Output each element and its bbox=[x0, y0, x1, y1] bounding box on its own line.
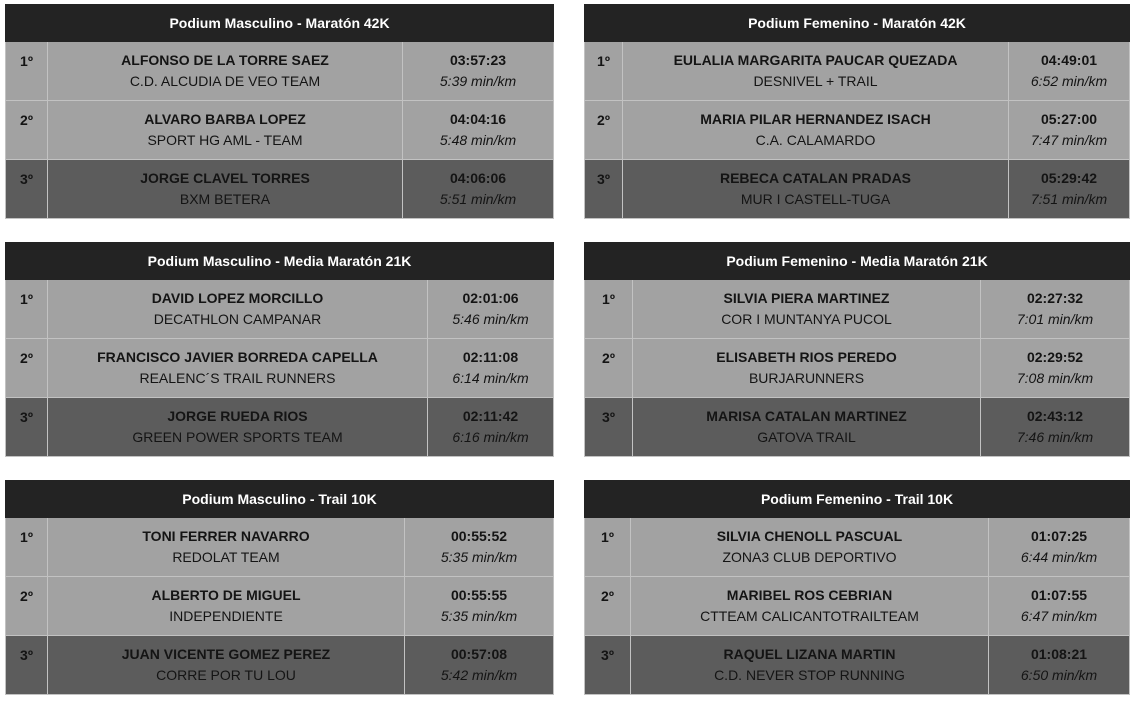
athlete-cell bbox=[631, 518, 989, 577]
pace: 5:48 min/km bbox=[439, 132, 517, 148]
finish-time: 02:11:08 bbox=[462, 349, 519, 365]
pace: 6:14 min/km bbox=[452, 370, 529, 386]
athlete-name: MARIA PILAR HERNANDEZ ISACH bbox=[700, 111, 931, 127]
table-title: Podium Femenino - Trail 10K bbox=[585, 481, 1130, 518]
place-cell: 2º bbox=[585, 339, 633, 398]
athlete-cell bbox=[48, 577, 405, 636]
finish-time: 00:57:08 bbox=[450, 646, 508, 662]
finish-time: 04:49:01 bbox=[1040, 52, 1098, 68]
finish-time: 02:43:12 bbox=[1026, 408, 1084, 424]
athlete-name: MARIBEL ROS CEBRIAN bbox=[726, 587, 893, 603]
athlete-cell bbox=[48, 280, 428, 339]
club-name: ZONA3 CLUB DEPORTIVO bbox=[722, 549, 897, 565]
place-cell: 1º bbox=[6, 42, 48, 101]
place-cell: 1º bbox=[6, 280, 48, 339]
club-name: CORRE POR TU LOU bbox=[156, 667, 296, 683]
table-row bbox=[585, 280, 1130, 339]
table-row bbox=[585, 101, 1130, 160]
athlete-cell bbox=[48, 101, 403, 160]
club-name: MUR I CASTELL-TUGA bbox=[740, 191, 891, 207]
result-cell bbox=[1009, 42, 1130, 101]
place-cell: 3º bbox=[585, 160, 623, 219]
result-cell bbox=[403, 42, 554, 101]
athlete-cell bbox=[48, 42, 403, 101]
athlete-cell bbox=[623, 101, 1009, 160]
podium-table-masculino-media-maraton-21k bbox=[5, 242, 554, 457]
finish-time: 02:11:42 bbox=[462, 408, 519, 424]
podium-table-masculino-trail-10k bbox=[5, 480, 554, 695]
finish-time: 05:29:42 bbox=[1040, 170, 1098, 186]
place-cell: 2º bbox=[6, 101, 48, 160]
place-cell: 2º bbox=[585, 101, 623, 160]
place-cell: 1º bbox=[585, 42, 623, 101]
athlete-name: ALVARO BARBA LOPEZ bbox=[144, 111, 306, 127]
pace: 5:35 min/km bbox=[440, 608, 518, 624]
athlete-name: TONI FERRER NAVARRO bbox=[142, 528, 310, 544]
club-name: C.D. NEVER STOP RUNNING bbox=[714, 667, 905, 683]
table-row bbox=[585, 518, 1130, 577]
table-row bbox=[585, 339, 1130, 398]
pace: 6:52 min/km bbox=[1030, 73, 1108, 89]
podium-table-femenino-maraton-42k bbox=[584, 4, 1130, 219]
result-cell bbox=[1009, 101, 1130, 160]
club-name: COR I MUNTANYA PUCOL bbox=[721, 311, 892, 327]
pace: 6:44 min/km bbox=[1020, 549, 1098, 565]
pace: 5:35 min/km bbox=[440, 549, 518, 565]
table-row bbox=[6, 101, 554, 160]
club-name: REDOLAT TEAM bbox=[172, 549, 280, 565]
finish-time: 03:57:23 bbox=[449, 52, 507, 68]
finish-time: 04:04:16 bbox=[449, 111, 507, 127]
athlete-name: JUAN VICENTE GOMEZ PEREZ bbox=[121, 646, 331, 662]
pace: 7:51 min/km bbox=[1030, 191, 1108, 207]
result-cell bbox=[989, 636, 1130, 695]
place-cell: 2º bbox=[585, 577, 631, 636]
athlete-cell bbox=[633, 280, 981, 339]
result-cell bbox=[981, 339, 1130, 398]
podium-table-femenino-trail-10k bbox=[584, 480, 1130, 695]
result-cell bbox=[428, 398, 554, 457]
athlete-cell bbox=[623, 42, 1009, 101]
result-cell bbox=[989, 518, 1130, 577]
pace: 7:47 min/km bbox=[1030, 132, 1108, 148]
athlete-name: SILVIA PIERA MARTINEZ bbox=[723, 290, 890, 306]
finish-time: 02:01:06 bbox=[462, 290, 519, 306]
athlete-cell bbox=[48, 636, 405, 695]
finish-time: 05:27:00 bbox=[1040, 111, 1098, 127]
athlete-name: FRANCISCO JAVIER BORREDA CAPELLA bbox=[97, 349, 378, 365]
club-name: C.A. CALAMARDO bbox=[755, 132, 876, 148]
athlete-name: SILVIA CHENOLL PASCUAL bbox=[716, 528, 903, 544]
club-name: DESNIVEL + TRAIL bbox=[753, 73, 878, 89]
club-name: INDEPENDIENTE bbox=[169, 608, 283, 624]
table-row bbox=[585, 160, 1130, 219]
club-name: C.D. ALCUDIA DE VEO TEAM bbox=[129, 73, 321, 89]
place-cell: 3º bbox=[6, 636, 48, 695]
club-name: DECATHLON CAMPANAR bbox=[153, 311, 322, 327]
place-cell: 1º bbox=[585, 280, 633, 339]
place-cell: 2º bbox=[6, 577, 48, 636]
athlete-name: EULALIA MARGARITA PAUCAR QUEZADA bbox=[673, 52, 958, 68]
table-row bbox=[585, 636, 1130, 695]
athlete-name: ELISABETH RIOS PEREDO bbox=[716, 349, 897, 365]
result-cell bbox=[981, 398, 1130, 457]
table-row bbox=[6, 398, 554, 457]
table-row bbox=[585, 577, 1130, 636]
table-title: Podium Masculino - Media Maratón 21K bbox=[6, 243, 554, 280]
finish-time: 02:29:52 bbox=[1026, 349, 1084, 365]
pace: 5:51 min/km bbox=[439, 191, 517, 207]
place-cell: 2º bbox=[6, 339, 48, 398]
result-cell bbox=[403, 160, 554, 219]
pace: 6:50 min/km bbox=[1020, 667, 1098, 683]
table-title: Podium Masculino - Trail 10K bbox=[6, 481, 554, 518]
athlete-name: DAVID LOPEZ MORCILLO bbox=[151, 290, 324, 306]
place-cell: 3º bbox=[6, 160, 48, 219]
athlete-name: REBECA CATALAN PRADAS bbox=[719, 170, 912, 186]
club-name: GATOVA TRAIL bbox=[757, 429, 856, 445]
pace: 5:39 min/km bbox=[439, 73, 517, 89]
athlete-cell bbox=[48, 518, 405, 577]
finish-time: 01:07:25 bbox=[1030, 528, 1088, 544]
athlete-cell bbox=[48, 398, 428, 457]
table-row bbox=[6, 339, 554, 398]
place-cell: 3º bbox=[585, 398, 633, 457]
place-cell: 3º bbox=[585, 636, 631, 695]
table-row bbox=[6, 160, 554, 219]
athlete-name: JORGE RUEDA RIOS bbox=[167, 408, 308, 424]
pace: 5:46 min/km bbox=[452, 311, 529, 327]
pace: 6:16 min/km bbox=[452, 429, 529, 445]
pace: 7:46 min/km bbox=[1016, 429, 1094, 445]
athlete-name: JORGE CLAVEL TORRES bbox=[140, 170, 310, 186]
finish-time: 01:08:21 bbox=[1030, 646, 1088, 662]
athlete-name: RAQUEL LIZANA MARTIN bbox=[723, 646, 896, 662]
pace: 7:08 min/km bbox=[1016, 370, 1094, 386]
athlete-name: ALBERTO DE MIGUEL bbox=[151, 587, 301, 603]
table-row bbox=[585, 398, 1130, 457]
result-cell bbox=[428, 280, 554, 339]
athlete-cell bbox=[48, 339, 428, 398]
table-row bbox=[6, 577, 554, 636]
result-cell bbox=[405, 518, 554, 577]
athlete-cell bbox=[623, 160, 1009, 219]
pace: 6:47 min/km bbox=[1020, 608, 1098, 624]
result-cell bbox=[428, 339, 554, 398]
table-title: Podium Femenino - Media Maratón 21K bbox=[585, 243, 1130, 280]
table-row bbox=[585, 42, 1130, 101]
finish-time: 04:06:06 bbox=[449, 170, 507, 186]
club-name: GREEN POWER SPORTS TEAM bbox=[132, 429, 343, 445]
table-row bbox=[6, 518, 554, 577]
club-name: CTTEAM CALICANTOTRAILTEAM bbox=[700, 608, 919, 624]
athlete-name: ALFONSO DE LA TORRE SAEZ bbox=[121, 52, 329, 68]
table-row bbox=[6, 42, 554, 101]
athlete-cell bbox=[633, 398, 981, 457]
club-name: BXM BETERA bbox=[179, 191, 271, 207]
finish-time: 02:27:32 bbox=[1026, 290, 1084, 306]
podium-table-masculino-maraton-42k bbox=[5, 4, 554, 219]
athlete-name: MARISA CATALAN MARTINEZ bbox=[706, 408, 907, 424]
pace: 5:42 min/km bbox=[440, 667, 518, 683]
finish-time: 01:07:55 bbox=[1030, 587, 1088, 603]
result-cell bbox=[405, 577, 554, 636]
club-name: SPORT HG AML - TEAM bbox=[147, 132, 303, 148]
result-cell bbox=[989, 577, 1130, 636]
athlete-cell bbox=[633, 339, 981, 398]
table-title: Podium Masculino - Maratón 42K bbox=[6, 5, 554, 42]
result-cell bbox=[403, 101, 554, 160]
result-cell bbox=[1009, 160, 1130, 219]
place-cell: 1º bbox=[6, 518, 48, 577]
table-row bbox=[6, 636, 554, 695]
athlete-cell bbox=[631, 577, 989, 636]
club-name: REALENC´S TRAIL RUNNERS bbox=[139, 370, 336, 386]
place-cell: 3º bbox=[6, 398, 48, 457]
table-row bbox=[6, 280, 554, 339]
athlete-cell bbox=[631, 636, 989, 695]
place-cell: 1º bbox=[585, 518, 631, 577]
podium-table-femenino-media-maraton-21k bbox=[584, 242, 1130, 457]
club-name: BURJARUNNERS bbox=[748, 370, 865, 386]
pace: 7:01 min/km bbox=[1016, 311, 1094, 327]
result-cell bbox=[405, 636, 554, 695]
table-title: Podium Femenino - Maratón 42K bbox=[585, 5, 1130, 42]
finish-time: 00:55:55 bbox=[450, 587, 508, 603]
result-cell bbox=[981, 280, 1130, 339]
athlete-cell bbox=[48, 160, 403, 219]
finish-time: 00:55:52 bbox=[450, 528, 508, 544]
